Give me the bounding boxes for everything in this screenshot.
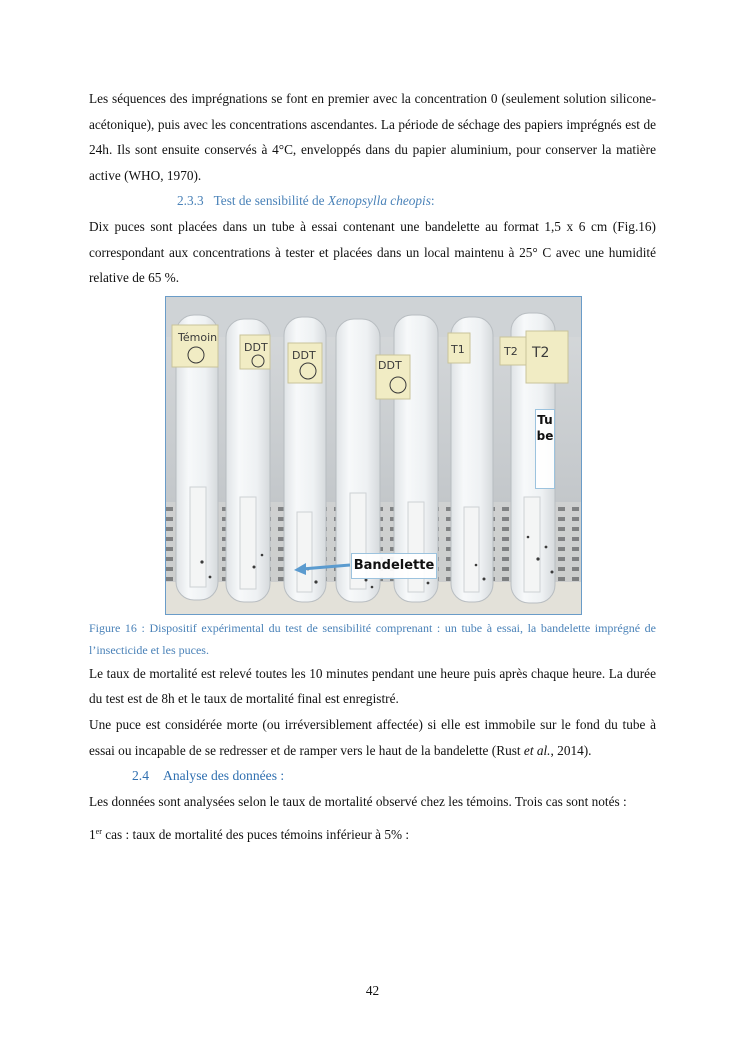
label-ddt-2: DDT [292,348,316,362]
section-title: Test de sensibilité de [213,193,328,209]
page-body [89,86,656,848]
label-t2-large: T2 [532,344,550,361]
section-heading-2-3-3 [177,188,656,214]
section-number: 2.3.3 [177,193,204,209]
case-text: cas : taux de mortalité des puces témoins inférieur à 5% : [101,827,410,843]
paragraph-data-analysis: Les données sont analysées selon le taux de mortalité observé chez les témoins. Trois cas sont notés : [89,793,627,809]
label-t2: T2 [504,344,518,358]
figure-16-photo [165,296,582,615]
page-number: 42 [365,983,380,998]
case-1-line [89,822,656,848]
section-heading-2-4 [132,763,656,789]
label-ddt-1: DDT [244,340,268,354]
paragraph-protocol: Dix puces sont placées dans un tube à essai contenant une bandelette au format 1,5 x 6 cm (Fig.16) correspondant aux concentrations à tester et placées dans un local maintenu à 25° C avec une humidité relative de 65 %. [89,218,656,286]
label-temoin: Témoin [178,330,218,344]
case-superscript: er [95,827,102,837]
paragraph-impregnation: Les séquences des imprégnations se font en premier avec la concentration 0 (seulement solution silicone-acétonique), puis avec les concentrations ascendantes. La période de séchage des papiers imprégnés est de 24h. Ils sont ensuite conservés à 4°C, enveloppés dans du papier aluminium, pour conserver la matière active (WHO, 1970). [89,91,656,183]
section-title: Analyse des données : [163,768,285,784]
tube-label: Tube [535,409,555,489]
label-ddt-3: DDT [378,358,402,372]
section-title-species: Xenopsylla cheopis [327,193,431,209]
bandelette-label: Bandelette [351,553,437,579]
paragraph-dead-flea [89,712,656,763]
citation-et-al: et al. [523,742,551,758]
case-number: 1 [89,827,96,843]
section-number: 2.4 [132,768,149,784]
section-title-colon: : [430,193,435,209]
paragraph-mortality-rate: Le taux de mortalité est relevé toutes les 10 minutes pendant une heure puis après chaque heure. La durée du test est de 8h et le taux de mortalité final est enregistré. [89,665,656,707]
paragraph-dead-flea-text: Une puce est considérée morte (ou irréversiblement affectée) si elle est immobile sur le fond du tube à essai ou incapable de se redresser et de ramper vers le haut de la bandelette (Rust [89,716,656,758]
citation-year: , 2014). [550,742,592,758]
label-t1: T1 [451,342,465,356]
figure-caption: Figure 16 : Dispositif expérimental du test de sensibilité comprenant : un tube à essai, la bandelette imprégné de l’insecticide et les puces. [89,620,656,657]
